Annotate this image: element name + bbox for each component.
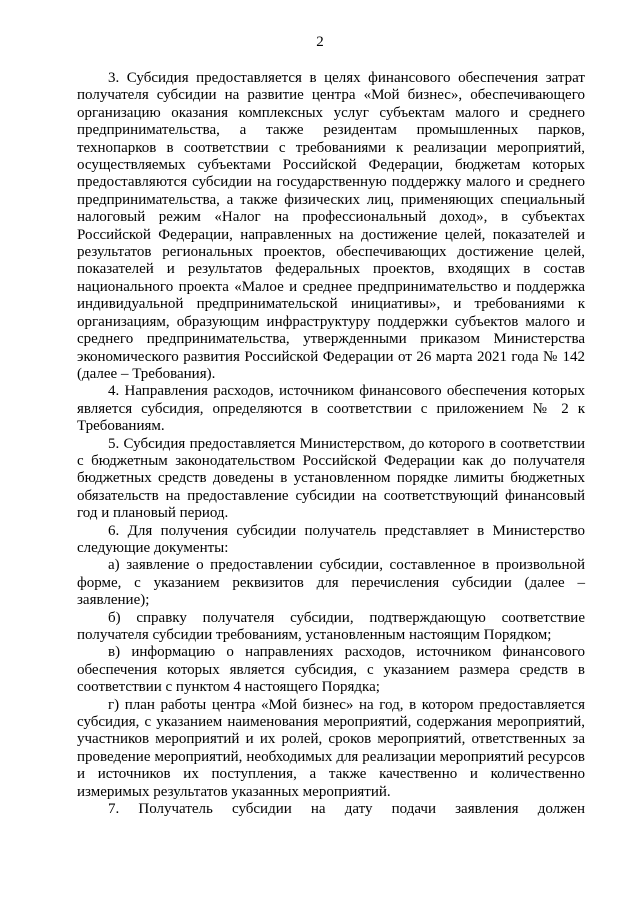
paragraph-5: 5. Субсидия предоставляется Министерством, до которого в соответствии с бюджетным законодательством Российской Федерации как до получателя бюджетных средств доведены в установленном порядке лимиты бюджетных обязательств на предоставление субсидии на соответствующий финансовый год и плановый период. bbox=[77, 435, 585, 522]
list-item-g: г) план работы центра «Мой бизнес» на год, в котором предоставляется субсидия, с указанием наименования мероприятий, содержания мероприятий, участников мероприятий и их ролей, сроков мероприятий, ответственных за проведение мероприятий, необходимых для реализации мероприятий ресурсов и источников их поступления, а также качественно и количественно измеримых результатов указанных мероприятий. bbox=[77, 696, 585, 800]
paragraph-6: 6. Для получения субсидии получатель представляет в Министерство следующие документы: bbox=[77, 522, 585, 556]
list-item-v: в) информацию о направлениях расходов, источником финансового обеспечения которых является субсидия, с указанием размера средств в соответствии с пунктом 4 настоящего Порядка; bbox=[77, 644, 585, 696]
paragraph-4: 4. Направления расходов, источником финансового обеспечения которых является субсидия, определяются в соответствии с приложением № 2 к Требованиям. bbox=[77, 383, 585, 435]
paragraph-3: 3. Субсидия предоставляется в целях финансового обеспечения затрат получателя субсидии на развитие центра «Мой бизнес», обеспечивающего организацию оказания комплексных услуг субъектам малого и среднего предпринимательства, а также резидентам промышленных парков, технопарков в соответствии с требованиями к реализации мероприятий, осуществляемых субъектами Российской Федерации, бюджетам которых предоставляются субсидии на государственную поддержку малого и среднего предпринимательства, а также физических лиц, применяющих специальный налоговый режим «Налог на профессиональный доход», в субъектах Российской Федерации, направленных на достижение целей, показателей и результатов региональных проектов, обеспечивающих достижение целей, показателей и результатов федеральных проектов, входящих в состав национального проекта «Малое и среднее предпринимательство и поддержка индивидуальной предпринимательской инициативы», и требованиями к организациям, образующим инфраструктуру поддержки субъектов малого и среднего предпринимательства, утвержденными приказом Министерства экономического развития Российской Федерации от 26 марта 2021 года № 142 (далее – Требования). bbox=[77, 70, 585, 382]
list-item-a: а) заявление о предоставлении субсидии, составленное в произвольной форме, с указанием реквизитов для перечисления субсидии (далее – заявление); bbox=[77, 557, 585, 609]
page-number: 2 bbox=[316, 34, 324, 50]
document-body bbox=[77, 70, 585, 818]
paragraph-7: 7. Получатель субсидии на дату подачи заявления должен bbox=[108, 801, 585, 818]
list-item-b: б) справку получателя субсидии, подтверждающую соответствие получателя субсидии требованиям, установленным настоящим Порядком; bbox=[77, 609, 585, 643]
